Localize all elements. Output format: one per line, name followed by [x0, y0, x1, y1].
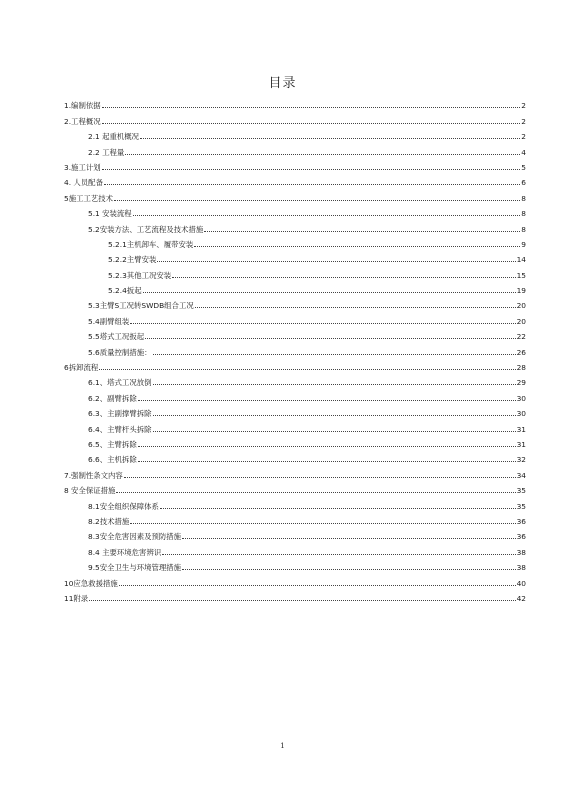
dot-leader [157, 261, 515, 262]
dot-leader [124, 477, 516, 478]
toc-entry-page: 4 [521, 147, 526, 157]
toc-entry-label: 5.2.3其他工况安装 [108, 270, 172, 280]
dot-leader [204, 231, 520, 232]
toc-entry-label: 8 安全保证措施 [64, 486, 116, 496]
toc-entry-label: 6.3、主副撑臂拆除 [88, 409, 152, 419]
toc-entry-page: 22 [516, 332, 526, 342]
toc-entry-page: 15 [516, 270, 526, 280]
dot-leader [153, 431, 516, 432]
dot-leader [89, 600, 515, 601]
toc-entry-page: 14 [516, 255, 526, 265]
toc-entry-page: 8 [521, 193, 526, 203]
toc-entry[interactable] [64, 141, 526, 156]
toc-entry[interactable] [64, 341, 526, 356]
dot-leader [116, 492, 515, 493]
toc-entry[interactable] [64, 526, 526, 541]
toc-entry-label: 2.工程概况 [64, 116, 101, 126]
dot-leader [138, 400, 516, 401]
dot-leader [143, 292, 516, 293]
dot-leader [104, 184, 520, 185]
toc-entry-page: 5 [521, 162, 526, 172]
toc-entry[interactable] [64, 234, 526, 249]
toc-entry-label: 5.2.2主臂安装 [108, 255, 157, 265]
toc-entry-label: 5施工工艺技术 [64, 193, 114, 203]
toc-entry[interactable] [64, 557, 526, 572]
dot-leader [130, 323, 515, 324]
dot-leader [102, 107, 521, 108]
toc-entry[interactable] [64, 126, 526, 141]
dot-leader [125, 154, 520, 155]
toc-entry-label: 5.6质量控制措施： [88, 347, 152, 357]
toc-entry[interactable] [64, 218, 526, 233]
toc-entry-page: 19 [516, 286, 526, 296]
toc-entry-label: 8.1安全组织保障体系 [88, 501, 159, 511]
dot-leader [153, 384, 516, 385]
toc-entry-page: 35 [516, 501, 526, 511]
dot-leader [102, 169, 521, 170]
toc-entry[interactable] [64, 434, 526, 449]
toc-entry-label: 2.1 起重机概况 [88, 132, 140, 142]
toc-entry-page: 36 [516, 516, 526, 526]
toc-entry-label: 6.1、塔式工况放倒 [88, 378, 152, 388]
dot-leader [133, 215, 521, 216]
dot-leader [99, 369, 515, 370]
toc-entry-page: 38 [516, 563, 526, 573]
toc-entry-page: 40 [516, 578, 526, 588]
toc-entry[interactable] [64, 172, 526, 187]
toc-entry[interactable] [64, 511, 526, 526]
toc-entry[interactable] [64, 326, 526, 341]
toc-entry-page: 26 [516, 347, 526, 357]
toc-entry-label: 6.2、副臂拆除 [88, 393, 137, 403]
dot-leader [182, 538, 516, 539]
toc-entry-label: 5.3主臂S工况转SWDB组合工况 [88, 301, 194, 311]
toc-entry-label: 2.2 工程量 [88, 147, 125, 157]
dot-leader [153, 415, 516, 416]
dot-leader [140, 138, 520, 139]
toc-entry[interactable] [64, 387, 526, 402]
toc-entry-label: 8.2技术措施 [88, 516, 130, 526]
toc-entry[interactable] [64, 295, 526, 310]
toc-entry[interactable] [64, 588, 526, 603]
toc-entry-page: 34 [516, 470, 526, 480]
toc-entry[interactable] [64, 418, 526, 433]
dot-leader [153, 354, 516, 355]
toc-title: 目录 [268, 76, 297, 91]
toc-entry-page: 36 [516, 532, 526, 542]
toc-entry[interactable] [64, 187, 526, 202]
toc-entry-page: 2 [521, 132, 526, 142]
toc-entry-page: 29 [516, 378, 526, 388]
toc-entry-label: 9.5安全卫生与环境管理措施 [88, 563, 182, 573]
dot-leader [172, 277, 515, 278]
toc-entry-page: 28 [516, 363, 526, 373]
toc-entry-page: 8 [521, 224, 526, 234]
toc-entry-label: 5.2.1主机卸车、履带安装 [108, 239, 194, 249]
toc-entry-page: 8 [521, 209, 526, 219]
toc-entry-label: 10应急救援措施 [64, 578, 118, 588]
dot-leader [130, 523, 515, 524]
toc-entry-label: 11附录 [64, 593, 89, 603]
toc-entry-page: 20 [516, 316, 526, 326]
toc-entry[interactable] [64, 310, 526, 325]
toc-entry-label: 5.5塔式工况扳起 [88, 332, 145, 342]
toc-entry[interactable] [64, 464, 526, 479]
toc-entry-page: 31 [516, 424, 526, 434]
dot-leader [145, 338, 515, 339]
dot-leader [194, 246, 520, 247]
toc-entry[interactable] [64, 249, 526, 264]
toc-entry-page: 2 [521, 116, 526, 126]
dot-leader [119, 585, 516, 586]
toc-entry-label: 8.3安全危害因素及预防措施 [88, 532, 182, 542]
toc-entry-page: 31 [516, 439, 526, 449]
toc-entry-label: 5.2安装方法、工艺流程及技术措施 [88, 224, 204, 234]
toc-entry[interactable] [64, 357, 526, 372]
toc-entry[interactable] [64, 110, 526, 125]
toc-entry-page: 35 [516, 486, 526, 496]
dot-leader [160, 508, 516, 509]
dot-leader [182, 569, 516, 570]
toc-entry-label: 1.编制依据 [64, 101, 101, 111]
toc-entry-page: 42 [516, 593, 526, 603]
toc-entry-label: 6拆卸流程 [64, 363, 99, 373]
toc-entry[interactable] [64, 157, 526, 172]
toc-entry[interactable] [64, 95, 526, 110]
toc-entry-page: 2 [521, 101, 526, 111]
toc-entry-label: 6.4、主臂杆头拆除 [88, 424, 152, 434]
dot-leader [102, 123, 521, 124]
toc-entry[interactable] [64, 203, 526, 218]
toc-entry-label: 4. 人员配备 [64, 178, 103, 188]
toc-entry[interactable] [64, 372, 526, 387]
toc-entry-page: 6 [521, 178, 526, 188]
toc-entry[interactable] [64, 572, 526, 587]
dot-leader [114, 200, 520, 201]
dot-leader [162, 554, 515, 555]
toc-entry-page: 30 [516, 393, 526, 403]
toc-entry-page: 32 [516, 455, 526, 465]
toc-entry-label: 5.2.4扳起 [108, 286, 142, 296]
toc-entry-page: 20 [516, 301, 526, 311]
toc-entry[interactable] [64, 449, 526, 464]
toc-entry-label: 7.强制性条文内容 [64, 470, 123, 480]
toc-entry-label: 8.4 主要环境危害辨识 [88, 547, 162, 557]
toc-entry-label: 5.1 安装流程 [88, 209, 132, 219]
toc-entry[interactable] [64, 541, 526, 556]
table-of-contents [64, 95, 526, 603]
page-number: 1 [280, 742, 285, 750]
toc-entry[interactable] [64, 403, 526, 418]
toc-entry-page: 38 [516, 547, 526, 557]
toc-entry[interactable] [64, 495, 526, 510]
dot-leader [138, 446, 516, 447]
toc-entry-label: 3.施工计划 [64, 162, 101, 172]
toc-entry[interactable] [64, 480, 526, 495]
toc-entry[interactable] [64, 280, 526, 295]
toc-entry-page: 30 [516, 409, 526, 419]
toc-entry-label: 6.5、主臂拆除 [88, 439, 137, 449]
toc-entry-label: 6.6、主机拆除 [88, 455, 137, 465]
dot-leader [195, 307, 516, 308]
toc-entry-label: 5.4副臂组装 [88, 316, 130, 326]
dot-leader [138, 461, 516, 462]
toc-entry[interactable] [64, 264, 526, 279]
toc-entry-page: 9 [521, 239, 526, 249]
